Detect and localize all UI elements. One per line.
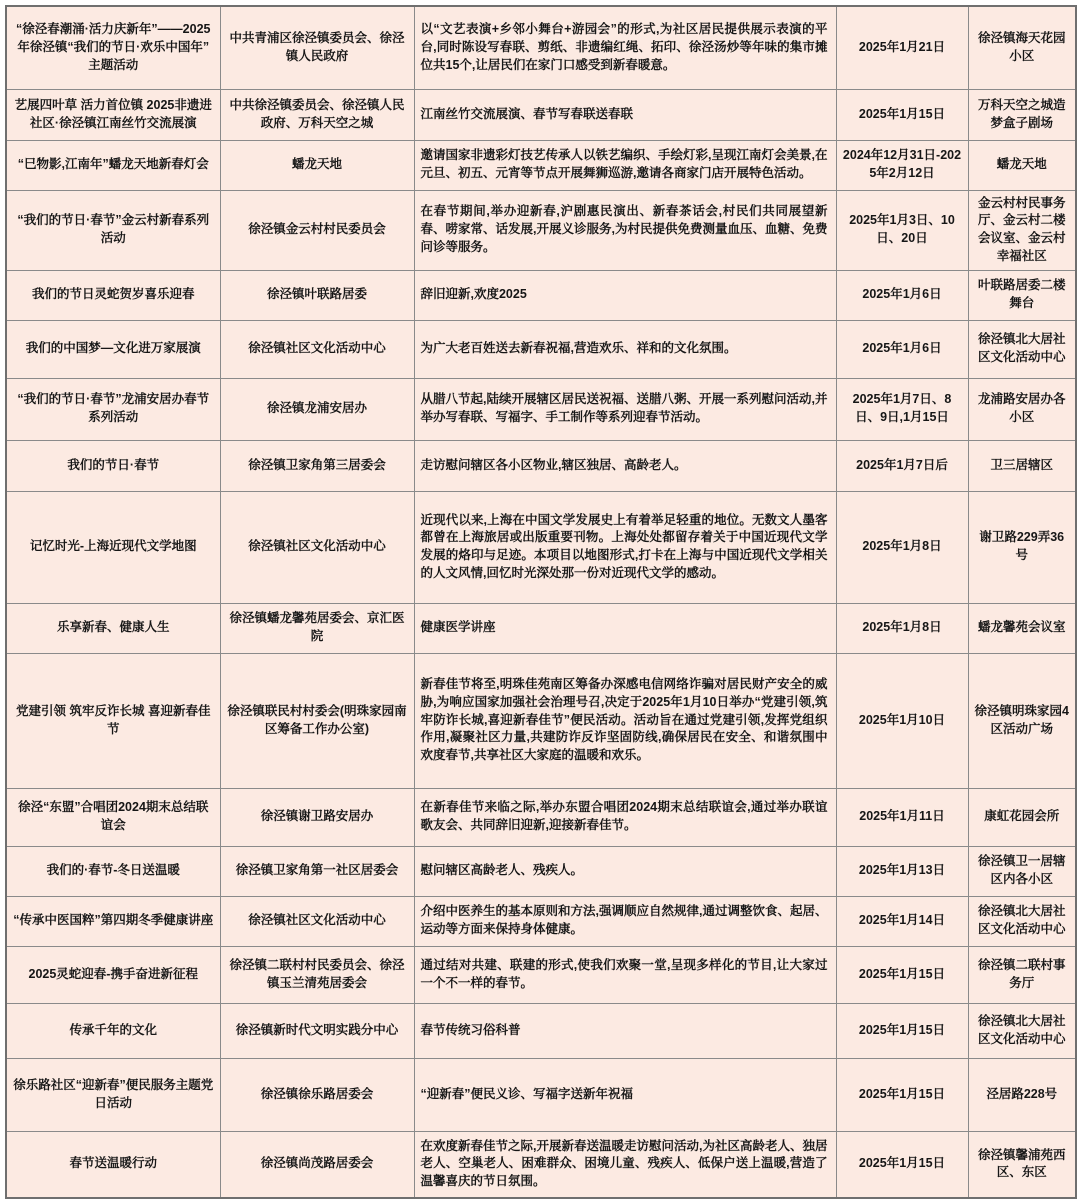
organizer-cell: 徐泾镇徐乐路居委会: [220, 1058, 414, 1131]
activity-cell: 乐享新春、健康人生: [6, 603, 220, 653]
activity-cell: 徐泾“东盟”合唱团2024期末总结联谊会: [6, 788, 220, 846]
description-cell: 在春节期间,举办迎新春,沪剧惠民演出、新春茶话会,村民们共同展望新春、唠家常、话发展,开展义诊服务,为村民提供免费测量血压、血糖、免费问诊等服务。: [414, 190, 836, 270]
date-cell: 2025年1月13日: [836, 846, 968, 896]
date-cell: 2025年1月15日: [836, 1003, 968, 1058]
description-cell: 健康医学讲座: [414, 603, 836, 653]
description-cell: 通过结对共建、联建的形式,使我们欢聚一堂,呈现多样化的节目,让大家过一个不一样的春节。: [414, 946, 836, 1003]
description-cell: 从腊八节起,陆续开展辖区居民送祝福、送腊八粥、开展一系列慰问活动,并举办写春联、写福字、手工制作等系列迎春节活动。: [414, 378, 836, 440]
organizer-cell: 中共青浦区徐泾镇委员会、徐泾镇人民政府: [220, 6, 414, 89]
activity-cell: “传承中医国粹”第四期冬季健康讲座: [6, 896, 220, 946]
date-cell: 2025年1月6日: [836, 320, 968, 378]
event-row: [6, 896, 1076, 946]
activity-cell: 记忆时光-上海近现代文学地图: [6, 491, 220, 603]
location-cell: 徐泾镇北大居社区文化活动中心: [968, 1003, 1076, 1058]
location-cell: 徐泾镇二联村事务厅: [968, 946, 1076, 1003]
organizer-cell: 徐泾镇社区文化活动中心: [220, 320, 414, 378]
activity-cell: 2025灵蛇迎春-携手奋进新征程: [6, 946, 220, 1003]
location-cell: 泾居路228号: [968, 1058, 1076, 1131]
location-cell: 徐泾镇海天花园小区: [968, 6, 1076, 89]
description-cell: 在新春佳节来临之际,举办东盟合唱团2024期末总结联谊会,通过举办联谊歌友会、共同辞旧迎新,迎接新春佳节。: [414, 788, 836, 846]
location-cell: 谢卫路229弄36号: [968, 491, 1076, 603]
description-cell: 辞旧迎新,欢度2025: [414, 270, 836, 320]
activity-cell: 我们的节日·春节: [6, 440, 220, 491]
event-row: [6, 788, 1076, 846]
event-row: [6, 140, 1076, 190]
organizer-cell: 徐泾镇叶联路居委: [220, 270, 414, 320]
event-row: [6, 6, 1076, 89]
location-cell: 叶联路居委二楼舞台: [968, 270, 1076, 320]
organizer-cell: 徐泾镇蟠龙馨苑居委会、京汇医院: [220, 603, 414, 653]
location-cell: 徐泾镇明珠家园4区活动广场: [968, 653, 1076, 788]
organizer-cell: 蟠龙天地: [220, 140, 414, 190]
location-cell: 徐泾镇北大居社区文化活动中心: [968, 320, 1076, 378]
date-cell: 2025年1月11日: [836, 788, 968, 846]
location-cell: 徐泾镇馨浦苑西区、东区: [968, 1131, 1076, 1198]
activity-cell: 党建引领 筑牢反诈长城 喜迎新春佳节: [6, 653, 220, 788]
date-cell: 2024年12月31日-2025年2月12日: [836, 140, 968, 190]
activity-cell: 传承千年的文化: [6, 1003, 220, 1058]
event-row: [6, 378, 1076, 440]
date-cell: 2025年1月15日: [836, 89, 968, 140]
activity-cell: “徐泾春潮涌·活力庆新年”——2025年徐泾镇“我们的节日·欢乐中国年”主题活动: [6, 6, 220, 89]
date-cell: 2025年1月3日、10日、20日: [836, 190, 968, 270]
organizer-cell: 徐泾镇联民村村委会(明珠家园南区筹备工作办公室): [220, 653, 414, 788]
location-cell: 蟠龙天地: [968, 140, 1076, 190]
event-row: [6, 846, 1076, 896]
event-row: [6, 491, 1076, 603]
location-cell: 徐泾镇北大居社区文化活动中心: [968, 896, 1076, 946]
description-cell: 邀请国家非遗彩灯技艺传承人以铁艺编织、手绘灯彩,呈现江南灯会美景,在元旦、初五、元宵等节点开展舞狮巡游,邀请各商家门店开展特色活动。: [414, 140, 836, 190]
location-cell: 万科天空之城造梦盒子剧场: [968, 89, 1076, 140]
activity-cell: “我们的节日·春节”龙浦安居办春节系列活动: [6, 378, 220, 440]
organizer-cell: 徐泾镇龙浦安居办: [220, 378, 414, 440]
organizer-cell: 徐泾镇社区文化活动中心: [220, 491, 414, 603]
description-cell: 新春佳节将至,明珠佳苑南区筹备办深感电信网络诈骗对居民财产安全的威胁,为响应国家加强社会治理号召,决定于2025年1月10日举办“党建引领,筑牢防诈长城,喜迎新春佳节”便民活动。活动旨在通过党建引领,发挥党组织作用,凝聚社区力量,共建防诈反诈坚固防线,确保居民在安全、和谐氛围中欢度春节,共享社区大家庭的温暖和欢乐。: [414, 653, 836, 788]
spring-festival-events-table: [5, 5, 1077, 1199]
date-cell: 2025年1月14日: [836, 896, 968, 946]
date-cell: 2025年1月15日: [836, 1058, 968, 1131]
activity-cell: 徐乐路社区“迎新春”便民服务主题党日活动: [6, 1058, 220, 1131]
date-cell: 2025年1月15日: [836, 1131, 968, 1198]
date-cell: 2025年1月7日后: [836, 440, 968, 491]
organizer-cell: 徐泾镇社区文化活动中心: [220, 896, 414, 946]
organizer-cell: 徐泾镇卫家角第三居委会: [220, 440, 414, 491]
event-row: [6, 603, 1076, 653]
organizer-cell: 徐泾镇卫家角第一社区居委会: [220, 846, 414, 896]
event-row: [6, 190, 1076, 270]
activity-cell: 艺展四叶草 活力首位镇 2025非遗进社区·徐泾镇江南丝竹交流展演: [6, 89, 220, 140]
date-cell: 2025年1月8日: [836, 491, 968, 603]
location-cell: 龙浦路安居办各小区: [968, 378, 1076, 440]
date-cell: 2025年1月10日: [836, 653, 968, 788]
activity-cell: 春节送温暖行动: [6, 1131, 220, 1198]
location-cell: 金云村村民事务厅、金云村二楼会议室、金云村幸福社区: [968, 190, 1076, 270]
description-cell: 以“文艺表演+乡邻小舞台+游园会”的形式,为社区居民提供展示表演的平台,同时陈设写春联、剪纸、非遗编红绳、拓印、徐泾汤炒等年味的集市摊位共15个,让居民们在家门口感受到新春暖意。: [414, 6, 836, 89]
event-row: [6, 653, 1076, 788]
description-cell: 慰问辖区高龄老人、残疾人。: [414, 846, 836, 896]
location-cell: 徐泾镇卫一居辖区内各小区: [968, 846, 1076, 896]
activity-cell: 我们的·春节-冬日送温暖: [6, 846, 220, 896]
organizer-cell: 徐泾镇金云村村民委员会: [220, 190, 414, 270]
events-table-body: [6, 6, 1076, 1198]
description-cell: “迎新春”便民义诊、写福字送新年祝福: [414, 1058, 836, 1131]
organizer-cell: 徐泾镇谢卫路安居办: [220, 788, 414, 846]
location-cell: 蟠龙馨苑会议室: [968, 603, 1076, 653]
organizer-cell: 徐泾镇尚茂路居委会: [220, 1131, 414, 1198]
event-row: [6, 1058, 1076, 1131]
description-cell: 近现代以来,上海在中国文学发展史上有着举足轻重的地位。无数文人墨客都曾在上海旅居或出版重要刊物。上海处处都留存着关于中国近现代文学发展的烙印与足迹。本项目以地图形式,打卡在上海与中国近现代文学相关的人文风情,回忆时光深处那一份对近现代文学的感动。: [414, 491, 836, 603]
description-cell: 春节传统习俗科普: [414, 1003, 836, 1058]
date-cell: 2025年1月6日: [836, 270, 968, 320]
event-row: [6, 946, 1076, 1003]
organizer-cell: 徐泾镇新时代文明实践分中心: [220, 1003, 414, 1058]
organizer-cell: 中共徐泾镇委员会、徐泾镇人民政府、万科天空之城: [220, 89, 414, 140]
description-cell: 为广大老百姓送去新春祝福,营造欢乐、祥和的文化氛围。: [414, 320, 836, 378]
event-row: [6, 320, 1076, 378]
location-cell: 康虹花园会所: [968, 788, 1076, 846]
activity-cell: 我们的节日灵蛇贺岁喜乐迎春: [6, 270, 220, 320]
description-cell: 走访慰问辖区各小区物业,辖区独居、高龄老人。: [414, 440, 836, 491]
date-cell: 2025年1月7日、8日、9日,1月15日: [836, 378, 968, 440]
event-row: [6, 89, 1076, 140]
description-cell: 江南丝竹交流展演、春节写春联送春联: [414, 89, 836, 140]
date-cell: 2025年1月21日: [836, 6, 968, 89]
activity-cell: 我们的中国梦—文化进万家展演: [6, 320, 220, 378]
date-cell: 2025年1月8日: [836, 603, 968, 653]
event-row: [6, 1003, 1076, 1058]
activity-cell: “巳物影,江南年”蟠龙天地新春灯会: [6, 140, 220, 190]
description-cell: 介绍中医养生的基本原则和方法,强调顺应自然规律,通过调整饮食、起居、运动等方面来保持身体健康。: [414, 896, 836, 946]
location-cell: 卫三居辖区: [968, 440, 1076, 491]
description-cell: 在欢度新春佳节之际,开展新春送温暖走访慰问活动,为社区高龄老人、独居老人、空巢老人、困难群众、困境儿童、残疾人、低保户送上温暖,营造了温馨喜庆的节日氛围。: [414, 1131, 836, 1198]
date-cell: 2025年1月15日: [836, 946, 968, 1003]
event-row: [6, 1131, 1076, 1198]
activity-cell: “我们的节日·春节”金云村新春系列活动: [6, 190, 220, 270]
event-row: [6, 440, 1076, 491]
organizer-cell: 徐泾镇二联村村民委员会、徐泾镇玉兰清苑居委会: [220, 946, 414, 1003]
event-row: [6, 270, 1076, 320]
